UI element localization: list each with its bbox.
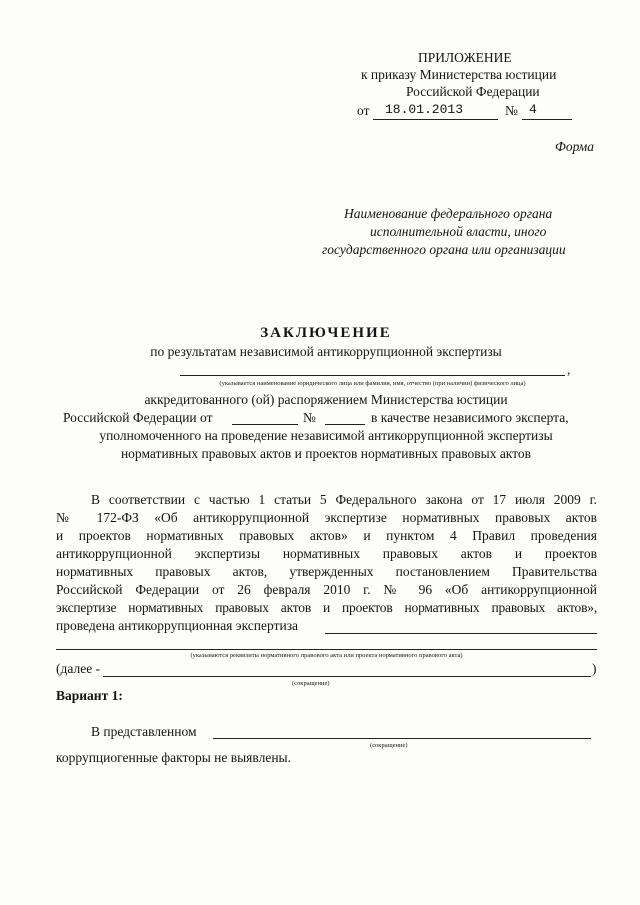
expert-name-hint: (указывается наименование юридического лица или фамилия, имя, отчество (при наличии) физического лица)	[219, 380, 526, 387]
conclusion-title: ЗАКЛЮЧЕНИЕ	[260, 325, 392, 341]
appendix-federation-line: Российской Федерации	[406, 84, 540, 99]
order-from-label: от	[357, 103, 370, 118]
body-line-4: антикоррупционной экспертизы нормативных правовых актов и проектов	[56, 546, 597, 561]
order-number: 4	[529, 102, 537, 117]
variant-text: В представленном	[91, 724, 197, 739]
body-line-6: Российской Федерации от 26 февраля 2010 г. № 96 «Об антикоррупционной	[56, 582, 597, 597]
organ-name-line-3: государственного органа или организации	[322, 242, 566, 257]
appendix-title: ПРИЛОЖЕНИЕ	[418, 50, 512, 65]
organ-name-line-1: Наименование федерального органа	[344, 206, 553, 221]
appendix-order-line: к приказу Министерства юстиции	[361, 67, 557, 82]
accreditation-number-label: №	[303, 410, 316, 425]
organ-name-line-2: исполнительной власти, иного	[370, 224, 547, 239]
act-details-blank-1	[325, 633, 597, 634]
dalee-close-paren: )	[592, 661, 597, 676]
conclusion-subtitle: по результатам независимой антикоррупционной экспертизы	[150, 344, 502, 359]
accreditation-date-blank	[232, 424, 298, 425]
abbreviation-hint: (сокращение)	[292, 680, 330, 687]
accreditation-line: аккредитованного (ой) распоряжением Министерства юстиции	[144, 392, 508, 407]
dalee-label: (далее -	[56, 661, 101, 676]
variant-abbreviation-blank	[213, 738, 591, 739]
abbreviation-blank	[103, 676, 591, 677]
authorization-line: уполномоченного на проведение независимой антикоррупционной экспертизы	[99, 428, 553, 443]
body-line-2: № 172-ФЗ «Об антикоррупционной экспертизе нормативных правовых актов	[56, 510, 597, 525]
accreditation-date-label: Российской Федерации от	[63, 410, 213, 425]
variant-abbreviation-hint: (сокращение)	[370, 742, 408, 749]
accreditation-number-blank	[325, 424, 365, 425]
order-number-underline	[522, 119, 572, 120]
order-date: 18.01.2013	[385, 102, 464, 117]
expert-name-comma: ,	[567, 362, 571, 377]
variant-result: коррупциогенные факторы не выявлены.	[56, 750, 291, 765]
body-line-3: и проектов нормативных правовых актов» и пунктом 4 Правил проведения	[56, 528, 597, 543]
variant-title: Вариант 1:	[56, 688, 123, 703]
order-date-underline	[373, 119, 498, 120]
body-line-5: нормативных правовых актов, утвержденных постановлением Правительства	[56, 564, 597, 579]
form-label: Форма	[555, 139, 595, 154]
body-line-7: экспертизе нормативных правовых актов и проектов нормативных правовых актов»,	[56, 600, 597, 615]
body-line-1: В соответствии с частью 1 статьи 5 Федерального закона от 17 июля 2009 г.	[91, 492, 597, 507]
expert-capacity: в качестве независимого эксперта,	[371, 410, 569, 425]
scope-line: нормативных правовых актов и проектов нормативных правовых актов	[120, 446, 532, 461]
body-line-8: проведена антикоррупционная экспертиза	[56, 618, 299, 633]
expert-name-line	[180, 375, 565, 376]
order-number-label: №	[505, 103, 518, 118]
act-details-hint: (указываются реквизиты нормативного правового акта или проекта нормативного правового акта)	[190, 652, 463, 659]
act-details-blank-2	[56, 649, 597, 650]
